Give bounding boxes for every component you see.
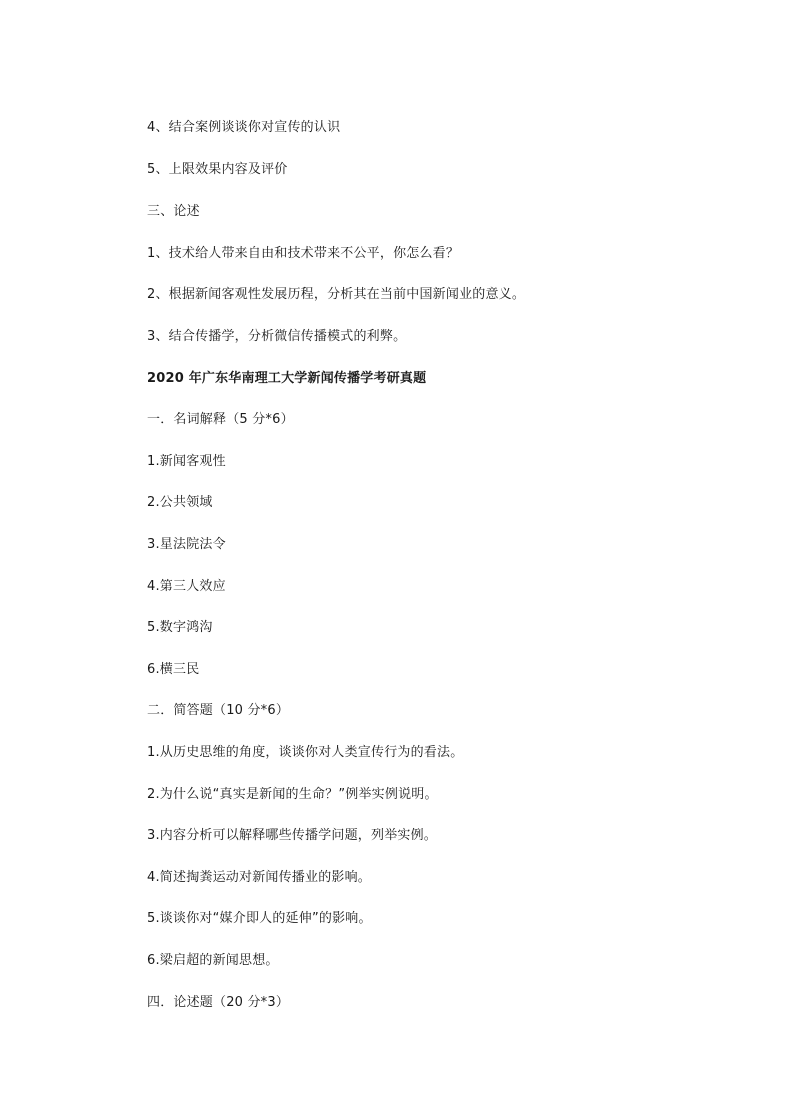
essay-question-1: 1、技术给人带来自由和技术带来不公平，你怎么看？ (147, 246, 460, 261)
question-4-propaganda: 4、结合案例谈谈你对宣传的认识 (147, 120, 341, 135)
term-3: 3.星法院法令 (147, 537, 226, 552)
term-2: 2.公共领域 (147, 495, 213, 510)
short-answer-6: 6.梁启超的新闻思想。 (147, 953, 279, 968)
term-6: 6.横三民 (147, 662, 200, 677)
section-heading-essay-questions: 四．论述题（20 分*3） (147, 995, 290, 1010)
short-answer-5: 5.谈谈你对“媒介即人的延伸”的影响。 (147, 911, 372, 926)
section-heading-essay: 三、论述 (147, 204, 200, 219)
term-4: 4.第三人效应 (147, 579, 226, 594)
exam-title-2020: 2020 年广东华南理工大学新闻传播学考研真题 (147, 371, 427, 386)
essay-question-2: 2、根据新闻客观性发展历程，分析其在当前中国新闻业的意义。 (147, 287, 526, 302)
question-5-effects: 5、上限效果内容及评价 (147, 162, 288, 177)
term-5: 5.数字鸿沟 (147, 620, 213, 635)
short-answer-1: 1.从历史思维的角度，谈谈你对人类宣传行为的看法。 (147, 745, 464, 760)
short-answer-4: 4.简述掏粪运动对新闻传播业的影响。 (147, 870, 372, 885)
section-heading-short-answer: 二．简答题（10 分*6） (147, 703, 290, 718)
section-heading-terms: 一．名词解释（5 分*6） (147, 412, 294, 427)
essay-question-3: 3、结合传播学，分析微信传播模式的利弊。 (147, 329, 407, 344)
short-answer-2: 2.为什么说“真实是新闻的生命？”例举实例说明。 (147, 787, 438, 802)
short-answer-3: 3.内容分析可以解释哪些传播学问题，列举实例。 (147, 828, 438, 843)
term-1: 1.新闻客观性 (147, 454, 226, 469)
